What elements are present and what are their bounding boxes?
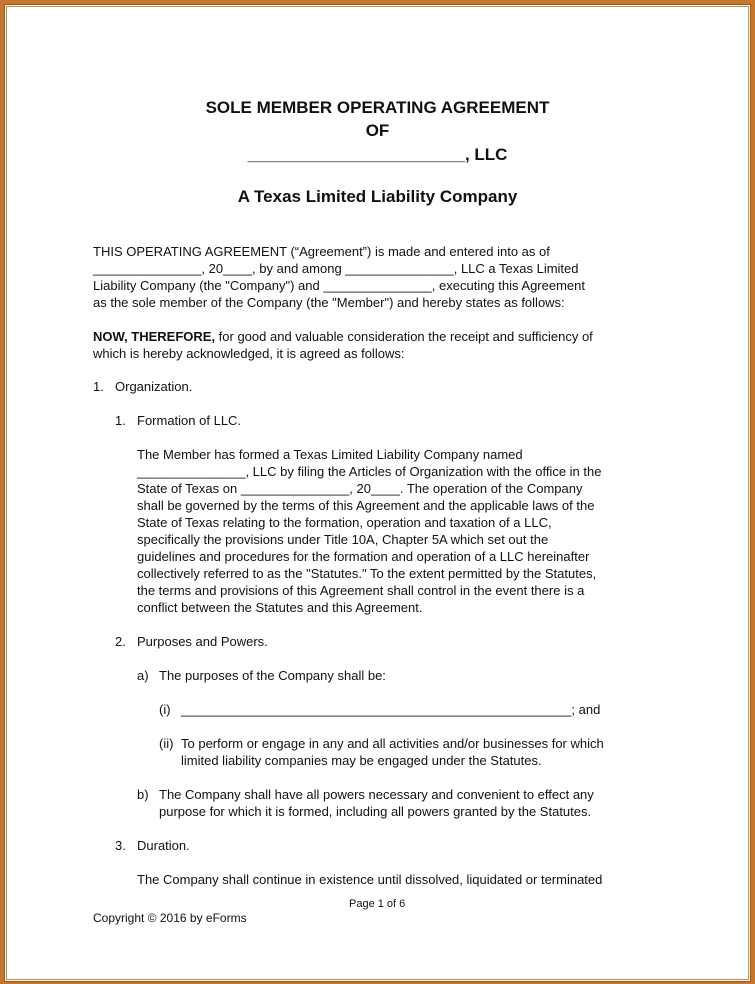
page-number: Page 1 of 6 xyxy=(349,898,406,910)
therefore-line2: which is hereby acknowledged, it is agreed as follows: xyxy=(93,346,405,361)
intro-line: _______________, 20____, by and among _______________, LLC a Texas Limited xyxy=(93,261,579,276)
formation-line: The Member has formed a Texas Limited Liability Company named xyxy=(137,447,523,462)
formation-line: the terms and provisions of this Agreement shall control in the event there is a xyxy=(137,583,585,598)
formation-line: collectively referred to as the "Statutes." To the extent permitted by the Statutes, xyxy=(137,566,597,581)
item-label: b) xyxy=(137,787,149,802)
intro-line: Liability Company (the "Company") and _______________, executing this Agreement xyxy=(93,278,585,293)
document-title: SOLE MEMBER OPERATING AGREEMENT xyxy=(205,98,550,117)
llc-name-blank: _______________________, LLC xyxy=(247,145,508,164)
subsection-title: Purposes and Powers. xyxy=(137,634,268,649)
therefore-clause xyxy=(93,329,593,345)
purpose-blank: ______________________________________________________; and xyxy=(181,702,601,717)
subsection-number: 2. xyxy=(115,634,126,649)
purpose-ii-line: To perform or engage in any and all activities and/or businesses for which xyxy=(181,736,604,751)
formation-line: shall be governed by the terms of this Agreement and the applicable laws of the xyxy=(137,498,595,513)
formation-line: specifically the provisions under Title 10A, Chapter 5A which set out the xyxy=(137,532,549,547)
intro-line: THIS OPERATING AGREEMENT (“Agreement”) is made and entered into as of xyxy=(93,244,550,259)
therefore-rest: for good and valuable consideration the receipt and sufficiency of xyxy=(215,329,593,344)
title-of: OF xyxy=(365,121,390,140)
formation-line: conflict between the Statutes and this Agreement. xyxy=(137,600,423,615)
subsection-title: Formation of LLC. xyxy=(137,413,242,428)
powers-line: The Company shall have all powers necessary and convenient to effect any xyxy=(159,787,594,802)
formation-line: guidelines and procedures for the formation and operation of a LLC hereinafter xyxy=(137,549,590,564)
section-1-number: 1. xyxy=(93,379,104,394)
therefore-bold: NOW, THEREFORE, xyxy=(93,329,216,344)
item-label: (ii) xyxy=(159,736,174,751)
copyright: Copyright © 2016 by eForms xyxy=(93,911,247,925)
subsection-number: 3. xyxy=(115,838,126,853)
formation-line: _______________, LLC by filing the Articles of Organization with the office in the xyxy=(137,464,602,479)
formation-line: State of Texas relating to the formation, operation and taxation of a LLC, xyxy=(137,515,552,530)
item-label: (i) xyxy=(159,702,171,717)
document-page xyxy=(4,4,751,982)
section-1-title: Organization. xyxy=(115,379,193,394)
purpose-ii-line: limited liability companies may be engaged under the Statutes. xyxy=(181,753,542,768)
purposes-text: The purposes of the Company shall be: xyxy=(159,668,386,683)
duration-text: The Company shall continue in existence until dissolved, liquidated or terminated xyxy=(137,872,603,887)
subsection-number: 1. xyxy=(115,413,126,428)
formation-line: State of Texas on _______________, 20____. The operation of the Company xyxy=(137,481,583,496)
item-label: a) xyxy=(137,668,149,683)
document-subtitle: A Texas Limited Liability Company xyxy=(237,187,518,206)
subsection-title: Duration. xyxy=(137,838,190,853)
intro-line: as the sole member of the Company (the "Member") and hereby states as follows: xyxy=(93,295,565,310)
powers-line: purpose for which it is formed, including all powers granted by the Statutes. xyxy=(159,804,592,819)
